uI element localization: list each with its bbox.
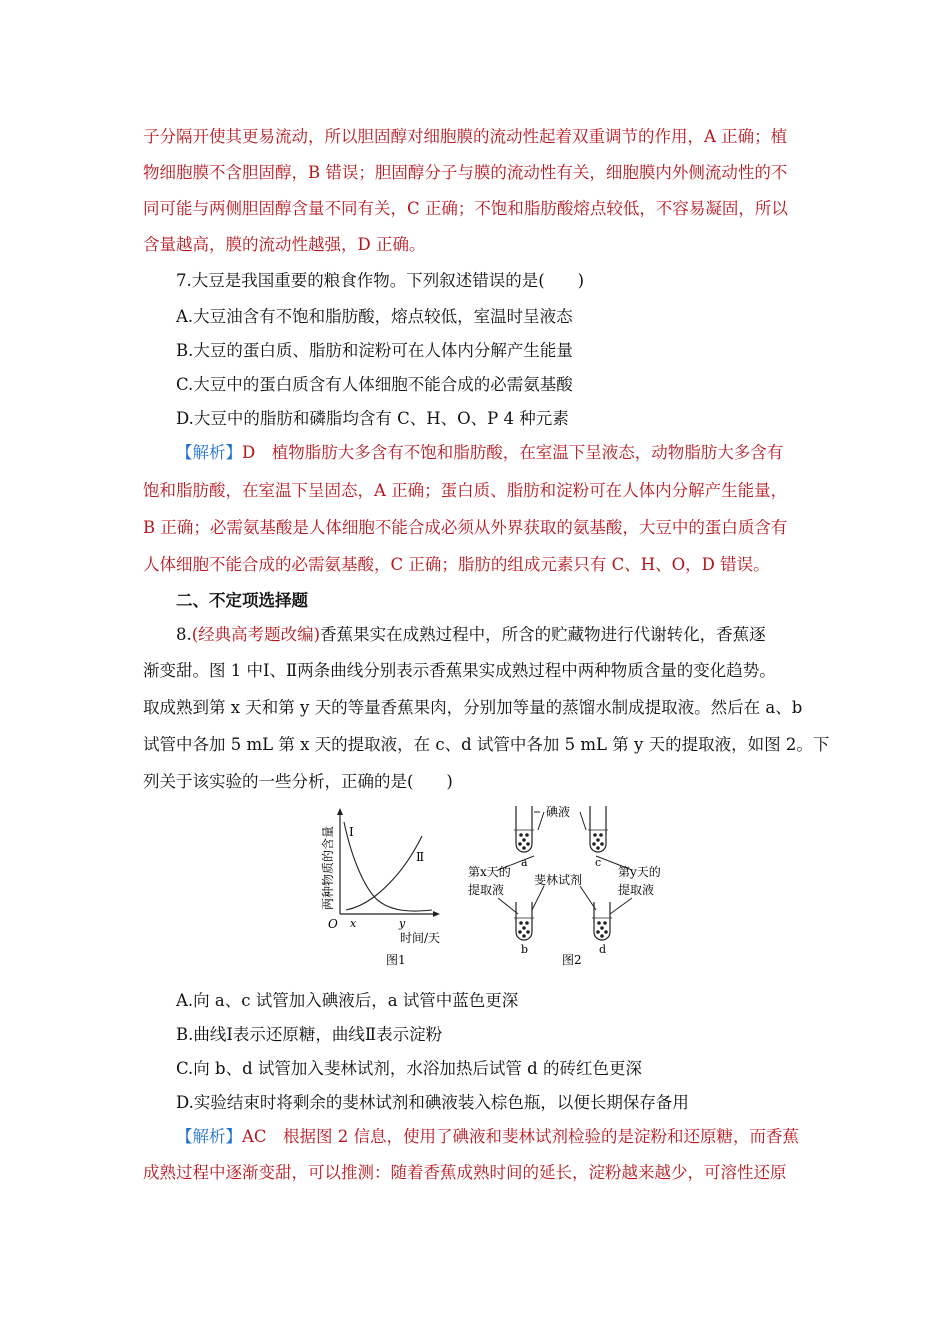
fig2-lower-diagonals xyxy=(498,898,632,914)
q7-explanation-line-3: B 正确；必需氨基酸是人体细胞不能合成必须从外界获取的氨基酸，大豆中的蛋白质含有 xyxy=(143,518,788,537)
q8-stem-line-1 xyxy=(176,624,766,646)
prev-explanation-line-4: 含量越高，膜的流动性越强，D 正确。 xyxy=(143,235,426,254)
q8-source: (经典高考题改编) xyxy=(191,625,321,644)
q8-option-a: A.向 a、c 试管加入碘液后，a 试管中蓝色更深 xyxy=(176,991,519,1010)
q8-option-d: D.实验结束时将剩余的斐林试剂和碘液装入棕色瓶，以便长期保存备用 xyxy=(176,1093,689,1112)
fig1-curve-2-label: Ⅱ xyxy=(416,850,425,864)
fig1-origin: O xyxy=(328,917,338,931)
fig1-ylabel: 两种物质的含量 xyxy=(321,825,335,910)
q8-stem-line-2: 渐变甜。图 1 中Ⅰ、Ⅱ两条曲线分别表示香蕉果实成熟过程中两种物质含量的变化趋势。 xyxy=(143,661,776,680)
prev-explanation-line-2: 物细胞膜不含胆固醇，B 错误；胆固醇分子与膜的流动性有关，细胞膜内外侧流动性的不 xyxy=(143,163,788,182)
q8-figures xyxy=(318,800,678,972)
fig2-reagent-mid: 斐林试剂 xyxy=(534,873,583,887)
q8-figures-svg xyxy=(318,800,678,972)
q8-option-b: B.曲线Ⅰ表示还原糖，曲线Ⅱ表示淀粉 xyxy=(176,1025,443,1044)
q7-option-d: D.大豆中的脂肪和磷脂均含有 C、H、O、P 4 种元素 xyxy=(176,409,569,428)
fig2-tube-b-label: b xyxy=(521,943,529,956)
q8-option-c: C.向 b、d 试管加入斐林试剂，水浴加热后试管 d 的砖红色更深 xyxy=(176,1059,642,1078)
prev-explanation-line-3: 同可能与两侧胆固醇含量不同有关，C 正确；不饱和脂肪酸熔点较低，不容易凝固，所以 xyxy=(143,199,788,218)
fig2-reagent-mid-links xyxy=(532,886,596,910)
fig1-tick-y: y xyxy=(399,917,406,930)
fig1-curve-2 xyxy=(346,836,425,910)
q7-explanation-line-2: 饱和脂肪酸，在室温下呈固态，A 正确；蛋白质、脂肪和淀粉可在人体内分解产生能量， xyxy=(143,481,788,500)
q8-explanation-first: AC 根据图 2 信息，使用了碘液和斐林试剂检验的是淀粉和还原糖，而香蕉 xyxy=(242,1127,800,1146)
figure-1 xyxy=(320,808,440,967)
q7-option-b: B.大豆的蛋白质、脂肪和淀粉可在人体内分解产生能量 xyxy=(176,341,573,360)
fig2-reagent-top: 碘液 xyxy=(546,805,571,819)
q7-explanation-line-4: 人体细胞不能合成的必需氨基酸，C 正确；脂肪的组成元素只有 C、H、O，D 错误。 xyxy=(143,555,770,574)
fig2-right-label-2: 提取液 xyxy=(618,883,655,897)
fig2-left-label-2: 提取液 xyxy=(468,883,505,897)
fig1-curve-1 xyxy=(344,822,432,911)
fig2-tube-d-label: d xyxy=(599,943,607,956)
fig1-x-arrow xyxy=(433,911,440,917)
fig2-caption: 图2 xyxy=(562,953,582,967)
q7-explanation-line-1 xyxy=(176,442,783,464)
q8-stem-line-3: 取成熟到第 x 天和第 y 天的等量香蕉果肉，分别加等量的蒸馏水制成提取液。然后在 a、b xyxy=(143,698,803,717)
q8-stem-line-4: 试管中各加 5 mL 第 x 天的提取液，在 c、d 试管中各加 5 mL 第 y 天的提取液，如图 2。下 xyxy=(143,735,830,754)
q8-explanation-line-2: 成熟过程中逐渐变甜，可以推测：随着香蕉成熟时间的延长，淀粉越来越少，可溶性还原 xyxy=(143,1163,787,1182)
fig1-curve-1-label: Ⅰ xyxy=(349,825,354,839)
figure-2 xyxy=(468,804,661,967)
section-title: 二、不定项选择题 xyxy=(176,591,308,610)
fig2-left-label-1: 第x天的 xyxy=(468,865,511,879)
q8-explanation-tag: 【解析】 xyxy=(176,1127,242,1146)
fig1-y-arrow xyxy=(337,808,343,815)
q7-option-c: C.大豆中的蛋白质含有人体细胞不能合成的必需氨基酸 xyxy=(176,375,573,394)
fig2-tube-c xyxy=(588,806,608,852)
fig2-tube-b xyxy=(514,902,534,940)
fig2-right-label-1: 第y天的 xyxy=(618,865,661,879)
fig1-xlabel: 时间/天 xyxy=(400,931,441,945)
q7-explanation-first: D 植物脂肪大多含有不饱和脂肪酸，在室温下呈液态，动物脂肪大多含有 xyxy=(242,443,784,462)
q8-stem-line-5: 列关于该实验的一些分析，正确的是( ) xyxy=(143,772,453,791)
fig1-caption: 图1 xyxy=(386,953,406,967)
prev-explanation-line-1: 子分隔开使其更易流动，所以胆固醇对细胞膜的流动性起着双重调节的作用，A 正确；植 xyxy=(143,127,788,146)
fig2-tube-a-label: a xyxy=(521,856,528,869)
q8-explanation-line-1 xyxy=(176,1126,799,1148)
q7-option-a: A.大豆油含有不饱和脂肪酸，熔点较低，室温时呈液态 xyxy=(176,307,573,326)
q7-explanation-tag: 【解析】 xyxy=(176,443,242,462)
q8-stem-first: 香蕉果实在成熟过程中，所含的贮藏物进行代谢转化，香蕉逐 xyxy=(320,625,766,644)
q8-number: 8. xyxy=(176,625,192,644)
fig2-tube-a xyxy=(514,806,534,852)
fig1-tick-x: x xyxy=(350,917,357,930)
fig2-tube-c-label: c xyxy=(595,856,602,869)
fig2-upper-diagonals xyxy=(498,856,632,870)
q7-stem: 7.大豆是我国重要的粮食作物。下列叙述错误的是( ) xyxy=(176,271,585,290)
